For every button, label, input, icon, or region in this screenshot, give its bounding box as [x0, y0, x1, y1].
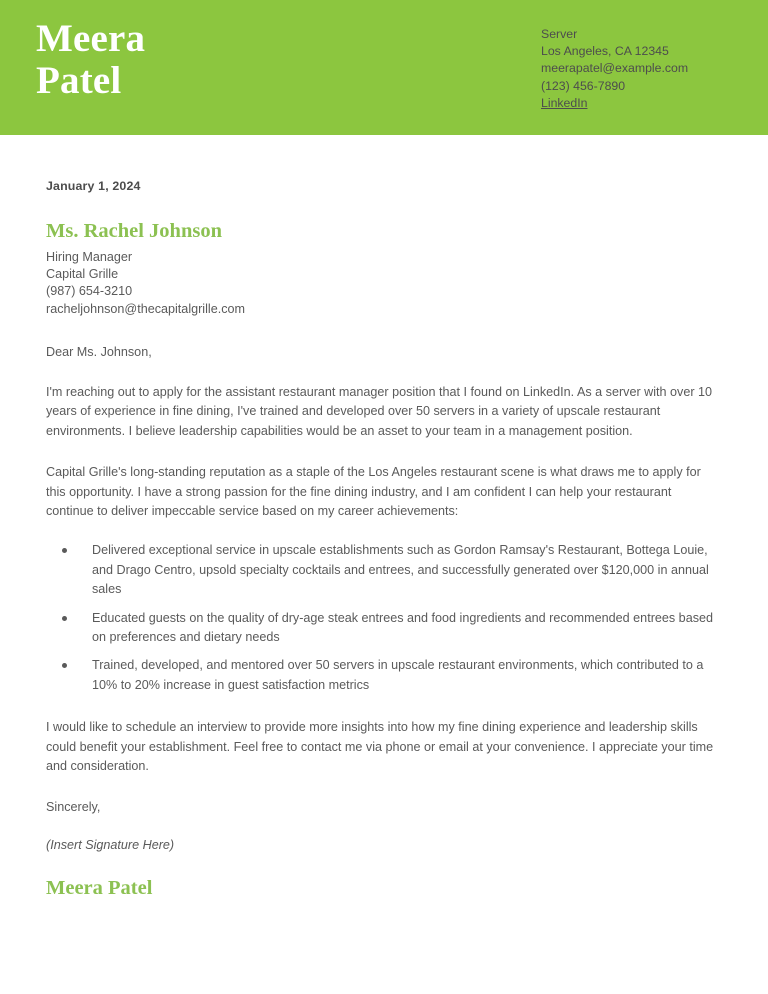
achievement-text: Educated guests on the quality of dry-age steak entrees and food ingredients and recommended entrees based on preferences and dietary needs [92, 610, 713, 645]
body-paragraph-1: I'm reaching out to apply for the assistant restaurant manager position that I found on LinkedIn. As a server with over 10 years of experience in fine dining, I've trained and developed over 50 servers in a variety of upscale restaurant environments. I believe leadership capabilities would be an asset to your team in a management position. [46, 385, 713, 438]
letter-date: January 1, 2024 [46, 179, 141, 193]
recipient-name: Ms. Rachel Johnson [46, 220, 222, 242]
signature-placeholder: (Insert Signature Here) [46, 837, 175, 852]
recipient-phone: (987) 654-3210 [46, 284, 133, 299]
recipient-company: Capital Grille [46, 267, 119, 282]
bullet-icon [62, 616, 67, 621]
contact-linkedin-link[interactable]: LinkedIn [541, 95, 588, 110]
sign-off: Sincerely, [46, 799, 101, 814]
contact-location: Los Angeles, CA 12345 [541, 44, 669, 59]
recipient-block [46, 219, 720, 318]
achievement-text: Delivered exceptional service in upscale establishments such as Gordon Ramsay's Restaurant, Bottega Louie, and Drago Centro, upsold specialty cocktails and entrees, and successfully generated over $120,000 in annual sales [92, 543, 709, 597]
contact-phone: (123) 456-7890 [541, 78, 626, 93]
salutation: Dear Ms. Johnson, [46, 344, 152, 359]
applicant-name-first: Meera [36, 17, 146, 60]
body-paragraph-2: Capital Grille's long-standing reputation as a staple of the Los Angeles restaurant scene is what draws me to apply for this opportunity. I have a strong passion for the fine dining industry, and I am confident I can help your restaurant continue to deliver impeccable service based on my career achievements: [46, 465, 701, 519]
achievement-text: Trained, developed, and mentored over 50 servers in upscale restaurant environments, which contributed to a 10% to 20% increase in guest satisfaction metrics [92, 658, 704, 692]
contact-block [541, 26, 688, 112]
recipient-title: Hiring Manager [46, 250, 133, 264]
contact-role: Server [541, 27, 578, 41]
contact-email: meerapatel@example.com [541, 61, 689, 76]
letter-body [0, 179, 768, 900]
applicant-name-last: Patel [36, 59, 122, 102]
achievements-list [46, 541, 720, 695]
closing-paragraph: I would like to schedule an interview to provide more insights into how my fine dining experience and leadership skills could benefit your establishment. Feel free to contact me via phone or email at your convenience. I appreciate your time and consideration. [46, 720, 714, 774]
contact-linkedin-link-wrapper [541, 95, 688, 112]
list-item [46, 541, 720, 599]
signature-name: Meera Patel [46, 876, 153, 899]
list-item [46, 656, 720, 695]
header-banner [0, 0, 768, 135]
bullet-icon [62, 663, 67, 668]
applicant-name [36, 18, 456, 102]
list-item [46, 609, 720, 648]
recipient-email: racheljohnson@thecapitalgrille.com [46, 301, 245, 316]
bullet-icon [62, 548, 67, 553]
